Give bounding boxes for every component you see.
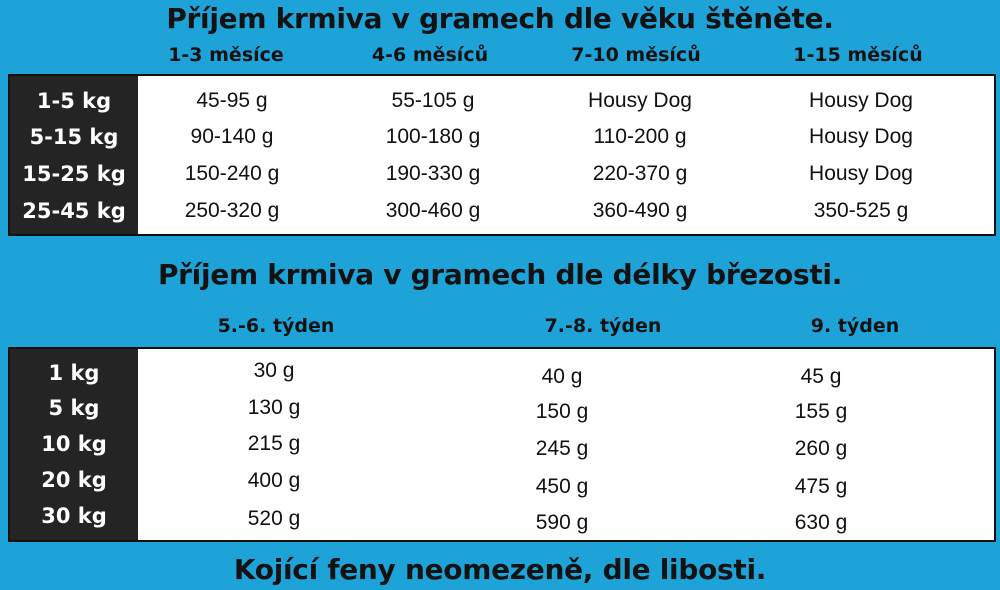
table-cell: Housy Dog xyxy=(809,89,913,112)
pregnancy-title: Příjem krmiva v gramech dle délky březosti. xyxy=(157,258,843,291)
table-cell: Housy Dog xyxy=(809,162,913,185)
pregnancy-feeding-table xyxy=(8,347,996,542)
table-cell: 260 g xyxy=(794,437,848,460)
table-cell: 475 g xyxy=(794,475,848,498)
row-label: 1-5 kg xyxy=(36,89,112,113)
table-cell: 450 g xyxy=(535,475,589,498)
row-label: 25-45 kg xyxy=(22,199,126,223)
table-cell: 90-140 g xyxy=(190,125,274,148)
row-label: 20 kg xyxy=(41,468,107,492)
table-cell: 45-95 g xyxy=(196,89,268,112)
column-header: 1-15 měsíců xyxy=(793,44,923,66)
column-header: 1-3 měsíce xyxy=(168,44,284,66)
table-cell: 245 g xyxy=(535,437,589,460)
table-cell: Housy Dog xyxy=(588,89,692,112)
table-cell: 110-200 g xyxy=(593,125,687,148)
nursing-note: Kojící feny neomezeně, dle libosti. xyxy=(233,553,767,586)
row-labels xyxy=(10,349,138,540)
table-cell: 150-240 g xyxy=(184,162,280,185)
table-cell: 590 g xyxy=(535,511,589,534)
column-header: 4-6 měsíců xyxy=(371,44,489,66)
row-label: 5-15 kg xyxy=(29,125,119,149)
table-cell: 220-370 g xyxy=(592,162,688,185)
table-cell: 40 g xyxy=(541,365,583,388)
column-header: 7-10 měsíců xyxy=(571,44,701,66)
table-cell: 155 g xyxy=(794,400,848,423)
row-label: 15-25 kg xyxy=(22,162,126,186)
column-header: 5.-6. týden xyxy=(217,315,335,337)
row-label: 10 kg xyxy=(41,432,107,456)
row-label: 1 kg xyxy=(48,361,100,385)
table-cell: 360-490 g xyxy=(592,199,688,222)
table-cell: 100-180 g xyxy=(385,125,481,148)
table-cells xyxy=(138,76,994,234)
table-cell: 250-320 g xyxy=(184,199,280,222)
row-labels xyxy=(10,76,138,234)
table-cells xyxy=(138,349,994,540)
column-header: 9. týden xyxy=(810,315,900,337)
puppy-feeding-table xyxy=(8,74,996,236)
table-cell: 190-330 g xyxy=(385,162,481,185)
table-cell: 55-105 g xyxy=(391,89,475,112)
table-cell: 215 g xyxy=(247,432,301,455)
row-label: 5 kg xyxy=(48,396,100,420)
column-header: 7.-8. týden xyxy=(544,315,662,337)
table-cell: 350-525 g xyxy=(813,199,909,222)
table-cell: Housy Dog xyxy=(809,125,913,148)
table-cell: 130 g xyxy=(247,396,301,419)
table-cell: 45 g xyxy=(800,365,842,388)
table-cell: 300-460 g xyxy=(385,199,481,222)
table-cell: 520 g xyxy=(247,507,301,530)
row-label: 30 kg xyxy=(41,504,107,528)
table-cell: 400 g xyxy=(247,469,301,492)
table-cell: 630 g xyxy=(794,511,848,534)
puppy-age-title: Příjem krmiva v gramech dle věku štěněte. xyxy=(166,2,834,35)
table-cell: 30 g xyxy=(253,359,295,382)
table-cell: 150 g xyxy=(535,400,589,423)
